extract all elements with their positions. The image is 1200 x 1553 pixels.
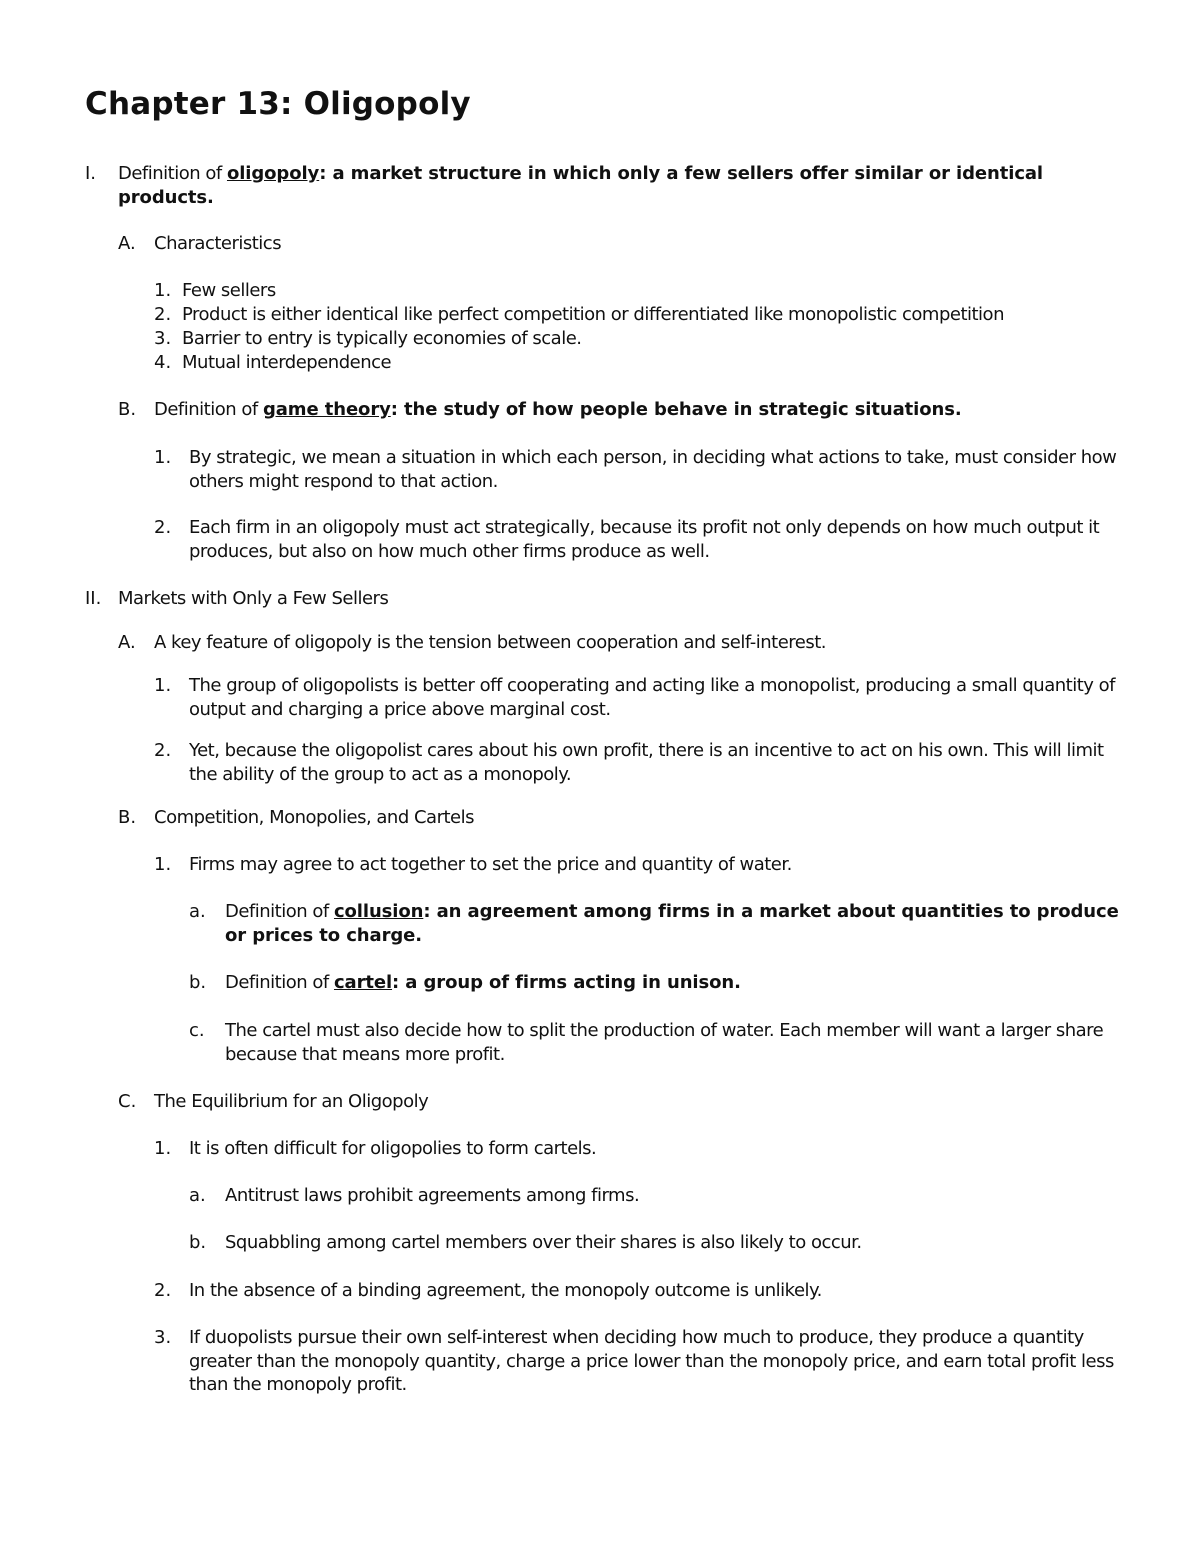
list-marker: 1. bbox=[154, 447, 172, 468]
outline-item-II-A bbox=[118, 631, 1118, 655]
list-marker: a. bbox=[189, 901, 206, 922]
definition-text: : an agreement among firms in a market about quantities to produce or prices to charge. bbox=[225, 901, 1119, 946]
term-cartel: cartel bbox=[333, 972, 393, 993]
list-marker: b. bbox=[189, 1232, 207, 1253]
sub-list-item bbox=[189, 1184, 1119, 1208]
list-text: The group of oligopolists is better off cooperating and acting like a monopolist, producing a small quantity of output and charging a price above marginal cost. bbox=[189, 675, 1115, 720]
list-text: In the absence of a binding agreement, the monopoly outcome is unlikely. bbox=[189, 1280, 822, 1301]
list-item bbox=[154, 1279, 1118, 1303]
outline-item-II bbox=[85, 587, 1115, 611]
list-marker: 2. bbox=[154, 517, 172, 538]
definition-oligopoly bbox=[118, 162, 1115, 209]
sub-list-item bbox=[189, 1231, 1119, 1255]
list-item bbox=[154, 674, 1118, 721]
list-text: Yet, because the oligopolist cares about his own profit, there is an incentive to act on his own. This will limit the ability of the group to act as a monopoly. bbox=[189, 740, 1104, 785]
list-text: Product is either identical like perfect competition or differentiated like monopolistic competition bbox=[182, 304, 1004, 325]
term-game-theory: game theory bbox=[262, 399, 391, 420]
list-text: Antitrust laws prohibit agreements among firms. bbox=[225, 1185, 640, 1206]
outline-marker: B. bbox=[118, 807, 137, 828]
outline-text: Markets with Only a Few Sellers bbox=[118, 588, 389, 609]
term-oligopoly: oligopoly bbox=[226, 163, 320, 184]
list-text: Firms may agree to act together to set the price and quantity of water. bbox=[189, 854, 792, 875]
list-item bbox=[154, 516, 1118, 563]
list-text: If duopolists pursue their own self-interest when deciding how much to produce, they produce a quantity greater than the monopoly quantity, charge a price lower than the monopoly price, and earn total profit less than the monopoly profit. bbox=[189, 1327, 1114, 1395]
list-text: Few sellers bbox=[182, 280, 276, 301]
list-item bbox=[154, 739, 1118, 786]
list-item bbox=[154, 446, 1118, 493]
sub-list-item bbox=[189, 971, 1119, 995]
outline-item-I-A bbox=[118, 232, 1118, 256]
outline-text: The Equilibrium for an Oligopoly bbox=[154, 1091, 429, 1112]
list-item bbox=[154, 1137, 1118, 1161]
outline-marker: A. bbox=[118, 632, 136, 653]
list-text: It is often difficult for oligopolies to form cartels. bbox=[189, 1138, 597, 1159]
list-text: By strategic, we mean a situation in which each person, in deciding what actions to take, must consider how others might respond to that action. bbox=[189, 447, 1117, 492]
definition-text: : a group of firms acting in unison. bbox=[392, 972, 741, 993]
definition-prefix: Definition of bbox=[225, 901, 334, 922]
outline-text: A key feature of oligopoly is the tension between cooperation and self-interest. bbox=[154, 632, 827, 653]
list-marker: 2. bbox=[154, 740, 172, 761]
list-item bbox=[154, 303, 1118, 327]
outline-text: Competition, Monopolies, and Cartels bbox=[154, 807, 474, 828]
list-marker: 3. bbox=[154, 1327, 172, 1348]
list-marker: 2. bbox=[154, 1280, 172, 1301]
list-item bbox=[154, 279, 1118, 303]
list-item bbox=[154, 1326, 1118, 1397]
list-marker: 3. bbox=[154, 328, 172, 349]
list-text: Mutual interdependence bbox=[182, 352, 392, 373]
list-marker: 4. bbox=[154, 352, 172, 373]
list-text: Squabbling among cartel members over their shares is also likely to occur. bbox=[225, 1232, 862, 1253]
outline-marker: C. bbox=[118, 1091, 137, 1112]
definition-prefix: Definition of bbox=[154, 399, 263, 420]
outline-item-I-B bbox=[118, 398, 1118, 422]
list-marker: 1. bbox=[154, 1138, 172, 1159]
outline-text: Characteristics bbox=[154, 233, 282, 254]
outline-item-II-C bbox=[118, 1090, 1118, 1114]
outline-marker: A. bbox=[118, 233, 136, 254]
list-marker: 1. bbox=[154, 675, 172, 696]
page-title: Chapter 13: Oligopoly bbox=[85, 86, 471, 122]
definition-game-theory bbox=[154, 398, 1118, 422]
definition-text: : the study of how people behave in strategic situations. bbox=[390, 399, 962, 420]
term-collusion: collusion bbox=[333, 901, 424, 922]
list-marker: c. bbox=[189, 1020, 205, 1041]
outline-marker: I. bbox=[85, 163, 97, 184]
list-marker: 1. bbox=[154, 854, 172, 875]
list-marker: 1. bbox=[154, 280, 172, 301]
outline-marker: II. bbox=[85, 588, 102, 609]
list-marker: 2. bbox=[154, 304, 172, 325]
list-item bbox=[154, 327, 1118, 351]
sub-list-item bbox=[189, 1019, 1119, 1066]
list-marker: b. bbox=[189, 972, 207, 993]
definition-prefix: Definition of bbox=[225, 972, 334, 993]
list-item bbox=[154, 351, 1118, 375]
outline-item-I bbox=[85, 162, 1115, 209]
outline-item-II-B bbox=[118, 806, 1118, 830]
list-item bbox=[154, 853, 1118, 877]
list-text: Barrier to entry is typically economies of scale. bbox=[182, 328, 582, 349]
list-marker: a. bbox=[189, 1185, 206, 1206]
outline-marker: B. bbox=[118, 399, 137, 420]
list-text: The cartel must also decide how to split the production of water. Each member will want a larger share because that means more profit. bbox=[225, 1020, 1104, 1065]
sub-list-item bbox=[189, 900, 1119, 947]
definition-text: : a market structure in which only a few sellers offer similar or identical products. bbox=[118, 163, 1043, 208]
definition-collusion bbox=[225, 900, 1119, 947]
definition-cartel bbox=[225, 971, 1119, 995]
definition-prefix: Definition of bbox=[118, 163, 227, 184]
list-text: Each firm in an oligopoly must act strategically, because its profit not only depends on how much output it produces, but also on how much other firms produce as well. bbox=[189, 517, 1100, 562]
